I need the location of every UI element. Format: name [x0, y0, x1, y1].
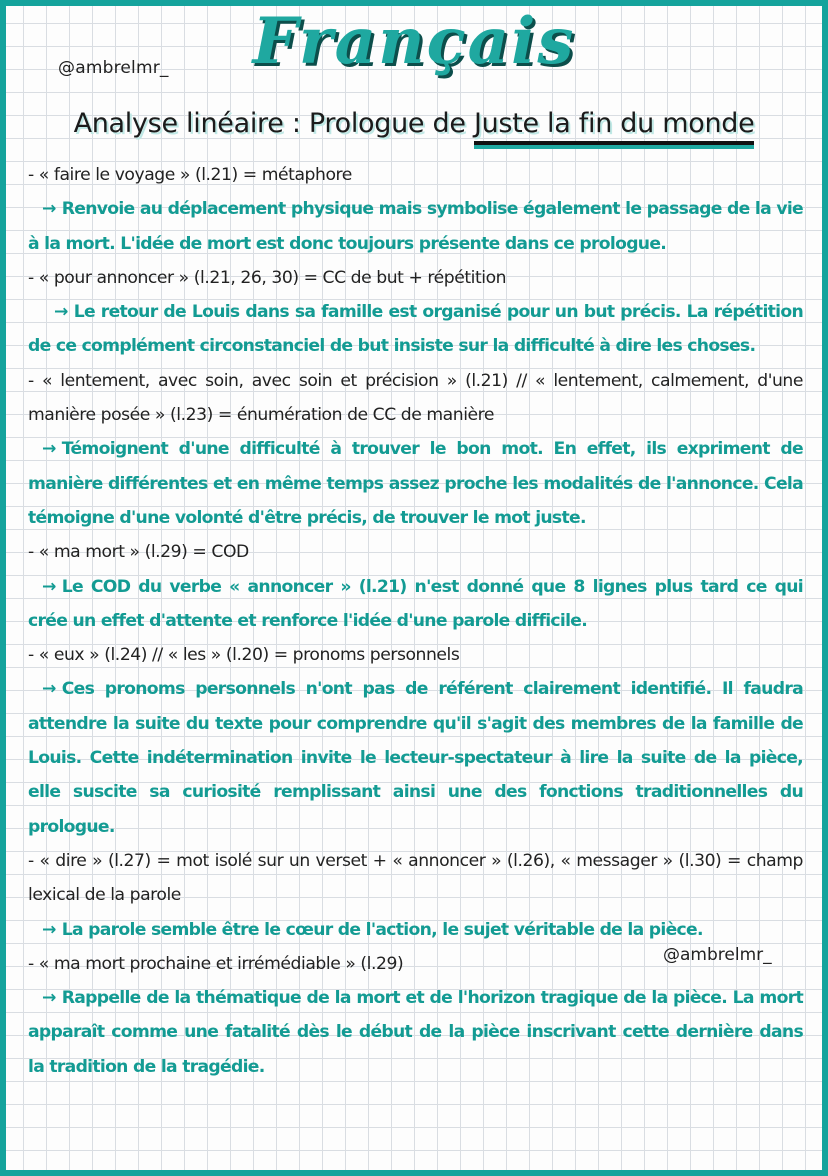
arrow-right-icon: → — [42, 919, 56, 940]
entry-2-analysis-text: Le retour de Louis dans sa famille est organisé pour un but précis. La répétition de ce complément circonstanciel de but insiste sur la difficulté à dire les choses. — [28, 302, 803, 357]
arrow-right-icon: → — [42, 439, 56, 460]
entry-1-quote: - « faire le voyage » (l.21) = métaphore — [28, 165, 352, 185]
subtitle-prefix: Analyse linéaire : Prologue de — [73, 108, 474, 139]
entry-4-quote: - « ma mort » (l.29) = COD — [28, 542, 249, 563]
entry-2-quote: - « pour annoncer » (l.21, 26, 30) = CC de but + répétition — [28, 267, 507, 288]
author-handle-top: @ambrelmr_ — [58, 58, 169, 78]
entry-5-quote: - « eux » (l.24) // « les » (l.20) = pronoms personnels — [28, 645, 460, 666]
subtitle — [0, 108, 828, 145]
subtitle-work-title: Juste la fin du monde — [474, 108, 754, 145]
entry-3-analysis-text: Témoignent d'une difficulté à trouver le bon mot. En effet, ils expriment de manière différentes et en même temps assez proche les modalités de l'annonce. Cela témoigne d'une volonté d'être précis, de trouver le mot juste. — [28, 439, 803, 528]
entry-6-quote: - « dire » (l.27) = mot isolé sur un verset + « annoncer » (l.26), « messager » (l.30) = champ lexical de la parole — [28, 850, 803, 906]
entry-4-analysis-text: Le COD du verbe « annoncer » (l.21) n'est donné que 8 lignes plus tard ce qui crée un effet d'attente et renforce l'idée d'une parole difficile. — [28, 576, 803, 631]
arrow-right-icon: → — [42, 199, 56, 220]
entry-6-analysis — [28, 913, 803, 947]
entry-1-analysis — [28, 192, 803, 261]
entry-5-analysis — [28, 672, 803, 843]
author-handle-bottom: @ambrelmr_ — [663, 945, 772, 965]
entry-3-analysis — [28, 432, 803, 535]
page-title: Français — [252, 4, 576, 79]
entry-7-analysis-text: Rappelle de la thématique de la mort et de l'horizon tragique de la pièce. La mort apparaît comme une fatalité dès le début de la pièce inscrivant cette dernière dans la tradition de la tragédie. — [28, 988, 803, 1077]
arrow-right-icon: → — [42, 679, 56, 700]
entry-2-analysis — [28, 295, 803, 364]
entry-5-analysis-text: Ces pronoms personnels n'ont pas de référent clairement identifié. Il faudra attendre la suite du texte pour comprendre qu'il s'agit des membres de la famille de Louis. Cette indétermination invite le lecteur-spectateur à lire la suite de la pièce, elle suscite sa curiosité remplissant ainsi une des fonctions traditionnelles du prologue. — [28, 679, 803, 837]
arrow-right-icon: → — [42, 576, 56, 597]
arrow-right-icon: → — [54, 302, 68, 323]
entry-6-analysis-text: La parole semble être le cœur de l'action, le sujet véritable de la pièce. — [61, 919, 703, 940]
entry-7-analysis — [28, 981, 803, 1084]
entry-3-quote: - « lentement, avec soin, avec soin et précision » (l.21) // « lentement, calmement, d'une manière posée » (l.23) = énumération de CC de manière — [28, 370, 803, 426]
arrow-right-icon: → — [42, 988, 56, 1009]
entry-7-quote: - « ma mort prochaine et irrémédiable » (l.29) — [28, 953, 404, 974]
entry-4-analysis — [28, 570, 803, 639]
entry-1-analysis-text: Renvoie au déplacement physique mais symbolise également le passage de la vie à la mort. L'idée de mort est donc toujours présente dans ce prologue. — [28, 199, 803, 254]
